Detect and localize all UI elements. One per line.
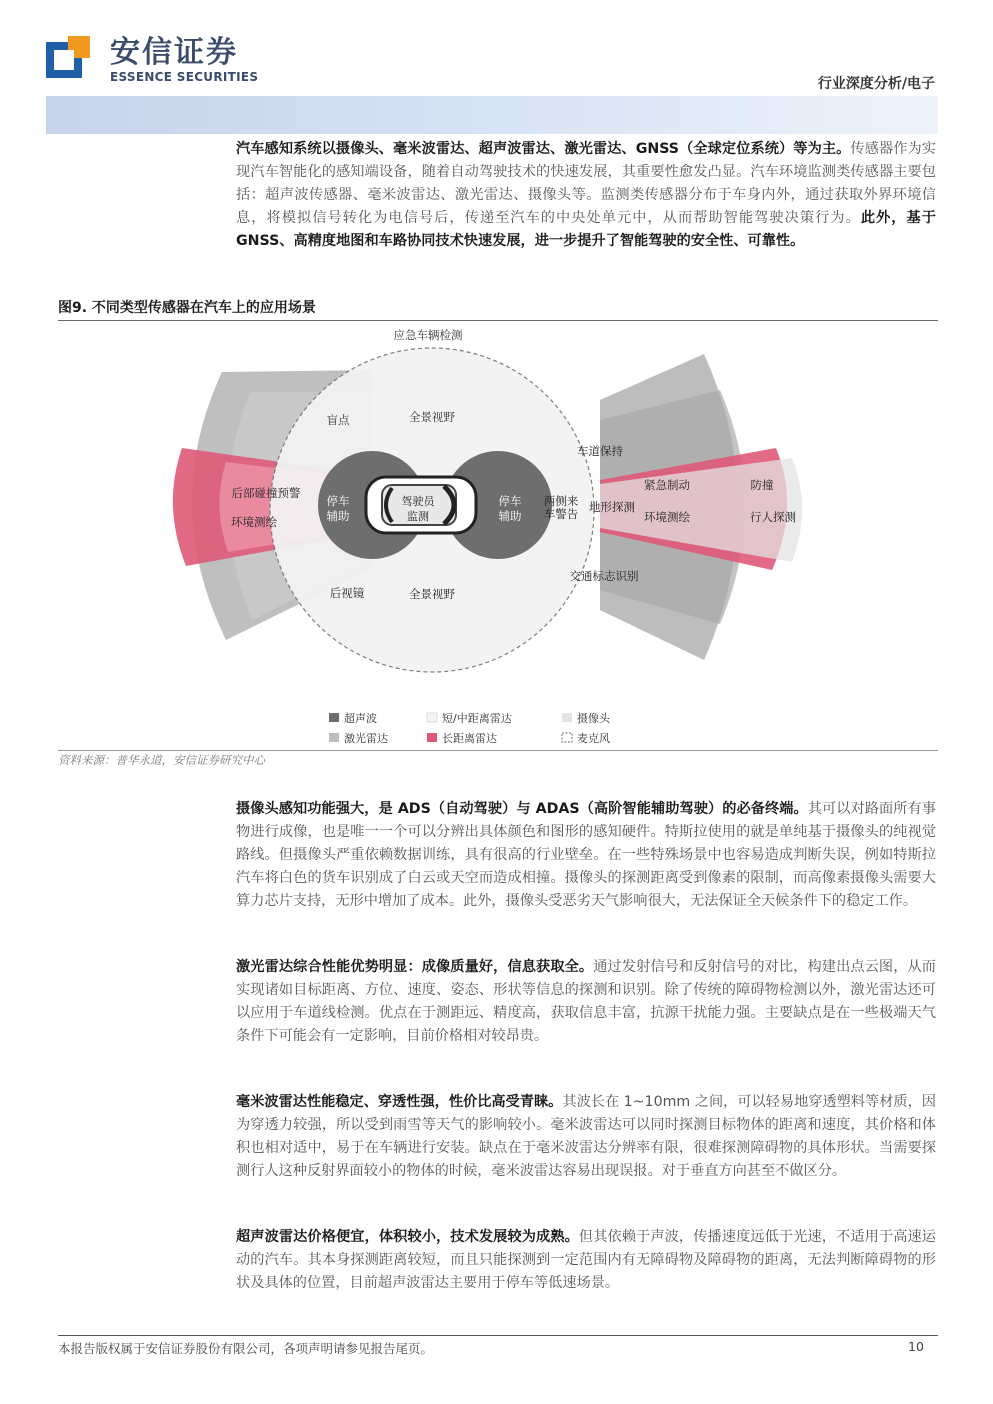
label-emergency-brake: 紧急制动 [644, 478, 690, 492]
company-logo [46, 36, 94, 84]
paragraph-camera [236, 798, 936, 913]
paragraph-lidar [236, 956, 936, 1048]
label-surround-top: 全景视野 [409, 410, 455, 424]
legend-swatch-short-radar [427, 713, 437, 722]
intro-bold-2: 此外，基于 GNSS、高精度地图和车路协同技术快速发展，进一步提升了智能驾驶的安全性、可靠性。 [236, 210, 936, 249]
label-surround-bottom: 全景视野 [409, 587, 455, 601]
label-driver-1: 驾驶员 [401, 495, 435, 508]
label-driver-2: 监测 [407, 510, 429, 523]
brand-name-en: ESSENCE SECURITIES [110, 70, 259, 84]
label-pedestrian: 行人探测 [750, 510, 796, 524]
page-number: 10 [908, 1339, 924, 1354]
label-cross-2: 车警告 [543, 507, 579, 521]
footer-disclaimer: 本报告版权属于安信证券股份有限公司，各项声明请参见报告尾页。 [58, 1341, 434, 1356]
legend-label-ultrasonic: 超声波 [344, 712, 377, 725]
label-park-right-1: 停车 [498, 494, 522, 508]
legend-label-lidar: 激光雷达 [344, 732, 388, 745]
legend-label-microphone: 麦克风 [577, 732, 610, 745]
figure-title: 图9. 不同类型传感器在汽车上的应用场景 [58, 300, 316, 316]
header-band [46, 96, 938, 134]
paragraph-mmwave [236, 1091, 936, 1183]
legend-swatch-camera [562, 713, 572, 722]
figure-source: 资料来源：普华永道，安信证券研究中心 [58, 753, 265, 767]
intro-text: 传感器作为实现汽车智能化的感知端设备，随着自动驾驶技术的快速发展，其重要性愈发凸显。汽车环境监测类传感器主要包括：超声波传感器、毫米波雷达、激光雷达、摄像头等。监测类传感器分布于车身内外，通过获取外界环境信息，将模拟信号转化为电信号后，传递至汽车的中央处单元中，从而帮助智能驾驶决策行为。 [236, 141, 936, 226]
footer-rule [58, 1335, 938, 1336]
label-park-right-2: 辅助 [498, 509, 522, 523]
label-collision-avoid: 防撞 [750, 478, 774, 492]
figure-rule [58, 320, 938, 321]
paragraph-camera-bold: 摄像头感知功能强大，是 ADS（自动驾驶）与 ADAS（高阶智能辅助驾驶）的必备终端。 [236, 801, 808, 817]
label-env-right: 环境测绘 [644, 510, 690, 524]
label-cross-1: 两侧来 [543, 494, 579, 508]
legend-label-short-radar: 短/中距离雷达 [442, 712, 512, 725]
paragraph-mmwave-text: 其波长在 1~10mm 之间，可以轻易地穿透塑料等材质，因为穿透力较强，所以受到雨雪等天气的影响较小。毫米波雷达可以同时探测目标物体的距离和速度，其价格和体积也相对适中，易于在车辆进行安装。缺点在于毫米波雷达分辨率有限，很难探测障碍物的具体形状。当需要探测行人这种反射界面较小的物体的时候，毫米波雷达容易出现误报。对于垂直方向甚至不做区分。 [236, 1094, 936, 1179]
paragraph-mmwave-bold: 毫米波雷达性能稳定、穿透性强，性价比高受青睐。 [236, 1094, 563, 1110]
paragraph-lidar-bold: 激光雷达综合性能优势明显：成像质量好，信息获取全。 [236, 959, 594, 975]
report-category: 行业深度分析/电子 [817, 76, 935, 92]
label-park-left-1: 停车 [326, 494, 350, 508]
label-env-left: 环境测绘 [231, 515, 277, 529]
legend [329, 711, 611, 745]
label-traffic-sign: 交通标志识别 [569, 569, 639, 583]
brand [110, 36, 258, 84]
legend-label-camera: 摄像头 [577, 712, 610, 725]
legend-swatch-long-radar [427, 733, 437, 742]
legend-swatch-microphone [562, 733, 572, 742]
label-park-left-2: 辅助 [326, 509, 350, 523]
brand-name-cn: 安信证券 [110, 35, 238, 70]
paragraph-ultrasonic [236, 1226, 936, 1295]
intro-bold-1: 汽车感知系统以摄像头、毫米波雷达、超声波雷达、激光雷达、GNSS（全球定位系统）等为主。 [236, 141, 851, 157]
sensor-diagram [58, 322, 938, 748]
paragraph-camera-text: 其可以对路面所有事物进行成像，也是唯一一个可以分辨出具体颜色和图形的感知硬件。特斯拉使用的就是单纯基于摄像头的纯视觉路线。但摄像头严重依赖数据训练，具有很高的行业壁垒。在一些特殊场景中也容易造成判断失误，例如特斯拉汽车将白色的货车识别成了白云或天空而造成相撞。摄像头的探测距离受到像素的限制，而高像素摄像头需要大算力芯片支持，无形中增加了成本。此外，摄像头受恶劣天气影响很大，无法保证全天候条件下的稳定工作。 [236, 801, 936, 909]
label-terrain: 地形探测 [589, 500, 635, 514]
figure-bottom-rule [58, 750, 938, 751]
label-rear-collision: 后部碰撞预警 [231, 486, 301, 500]
label-emergency: 应急车辆检测 [393, 328, 463, 342]
paragraph-ultrasonic-text: 但其依赖于声波，传播速度远低于光速，不适用于高速运动的汽车。其本身探测距离较短，而且只能探测到一定范围内有无障碍物及障碍物的距离，无法判断障碍物的形状及具体的位置，目前超声波雷达主要用于停车等低速场景。 [236, 1229, 936, 1291]
label-lane-keep: 车道保持 [577, 444, 623, 458]
paragraph-lidar-text: 通过发射信号和反射信号的对比，构建出点云图，从而实现诸如目标距离、方位、速度、姿态、形状等信息的探测和识别。除了传统的障碍物检测以外，激光雷达还可以应用于车道线检测。优点在于测距远、精度高，获取信息丰富，抗源干扰能力强。主要缺点是在一些极端天气条件下可能会有一定影响，目前价格相对较昂贵。 [236, 959, 936, 1044]
legend-swatch-lidar [329, 733, 339, 742]
label-blind-spot: 盲点 [326, 413, 350, 427]
paragraph-ultrasonic-bold: 超声波雷达价格便宜，体积较小，技术发展较为成熟。 [236, 1229, 579, 1245]
intro-paragraph [236, 138, 936, 253]
legend-label-long-radar: 长距离雷达 [442, 732, 497, 745]
label-rear-mirror: 后视镜 [329, 586, 365, 600]
legend-swatch-ultrasonic [329, 713, 339, 722]
